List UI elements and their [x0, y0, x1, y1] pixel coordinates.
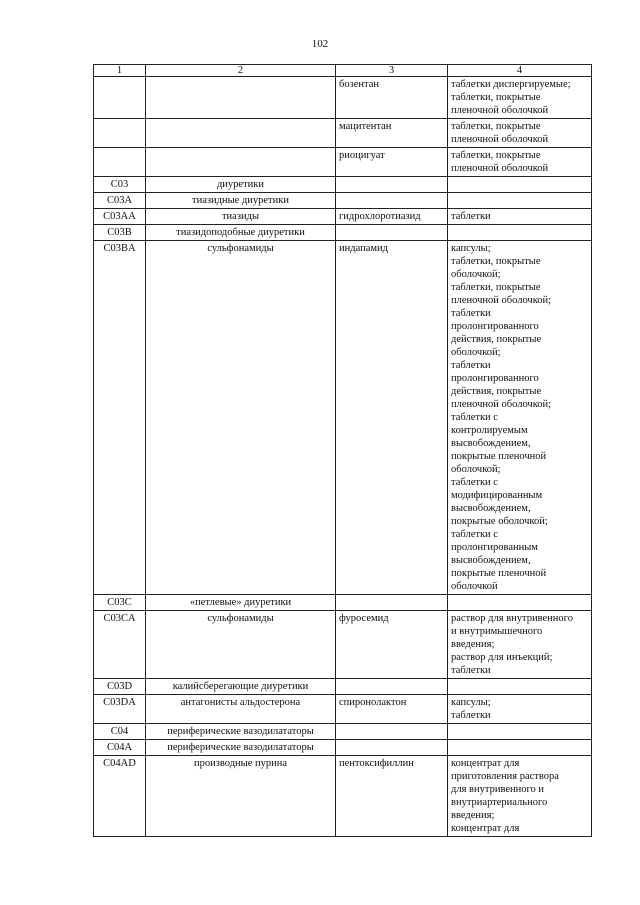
table-body	[94, 77, 592, 837]
dosage-form-line: высвобождением,	[451, 438, 531, 449]
dosage-form-line: пролонгированного	[451, 373, 539, 384]
dosage-form-line: покрытые пленочной	[451, 568, 547, 579]
dosage-form-line: контролируемым	[451, 425, 528, 436]
dosage-forms-cell	[448, 77, 592, 119]
table-row	[94, 148, 592, 177]
dosage-form-line: раствор для инъекций;	[451, 652, 553, 663]
drug-name-cell: риоцигуат	[336, 148, 448, 177]
table-row	[94, 724, 592, 740]
column-header: 3	[336, 65, 448, 77]
group-name-cell: антагонисты альдостерона	[146, 695, 336, 724]
drug-name-cell: гидрохлоротиазид	[336, 209, 448, 225]
dosage-form-line: покрытые оболочкой;	[451, 516, 548, 527]
dosage-forms-cell	[448, 756, 592, 837]
dosage-form-line: введения;	[451, 639, 495, 650]
dosage-forms-cell	[448, 595, 592, 611]
drug-name-cell	[336, 193, 448, 209]
atc-code-cell: C03C	[94, 595, 146, 611]
dosage-form-line: высвобождением,	[451, 503, 531, 514]
dosage-form-line: оболочкой;	[451, 269, 501, 280]
dosage-form-line: пролонгированным	[451, 542, 538, 553]
dosage-form-line: пленочной оболочкой;	[451, 399, 552, 410]
dosage-form-line: таблетки с	[451, 529, 498, 540]
group-name-cell: тиазиды	[146, 209, 336, 225]
atc-code-cell: C04	[94, 724, 146, 740]
dosage-form-line: действия, покрытые	[451, 334, 542, 345]
atc-code-cell: C04A	[94, 740, 146, 756]
dosage-form-line: раствор для внутривенного	[451, 613, 573, 624]
dosage-forms-cell	[448, 611, 592, 679]
dosage-form-line: таблетки, покрытые	[451, 256, 541, 267]
dosage-form-line: оболочкой;	[451, 464, 501, 475]
column-header: 2	[146, 65, 336, 77]
table-row	[94, 611, 592, 679]
group-name-cell: периферические вазодилататоры	[146, 740, 336, 756]
drug-name-cell	[336, 724, 448, 740]
dosage-form-line: концентрат для	[451, 823, 520, 834]
dosage-forms-cell	[448, 225, 592, 241]
dosage-forms-cell	[448, 695, 592, 724]
dosage-form-line: таблетки	[451, 211, 491, 222]
atc-code-cell	[94, 77, 146, 119]
dosage-form-line: таблетки	[451, 665, 491, 676]
group-name-cell: сульфонамиды	[146, 241, 336, 595]
dosage-form-line: покрытые пленочной	[451, 451, 547, 462]
atc-code-cell: C03	[94, 177, 146, 193]
dosage-forms-cell	[448, 119, 592, 148]
group-name-cell: тиазидные диуретики	[146, 193, 336, 209]
dosage-form-line: таблетки	[451, 308, 491, 319]
drug-name-cell: мацитентан	[336, 119, 448, 148]
atc-code-cell: C03AA	[94, 209, 146, 225]
drug-name-cell	[336, 679, 448, 695]
atc-code-cell: C03D	[94, 679, 146, 695]
drug-name-cell	[336, 595, 448, 611]
dosage-form-line: действия, покрытые	[451, 386, 542, 397]
dosage-forms-cell	[448, 193, 592, 209]
atc-code-cell: C03B	[94, 225, 146, 241]
group-name-cell	[146, 148, 336, 177]
drug-table	[93, 64, 592, 837]
dosage-form-line: модифицированным	[451, 490, 543, 501]
dosage-form-line: таблетки с	[451, 412, 498, 423]
dosage-form-line: таблетки, покрытые	[451, 121, 541, 132]
dosage-form-line: таблетки	[451, 710, 491, 721]
group-name-cell: «петлевые» диуретики	[146, 595, 336, 611]
atc-code-cell: C04AD	[94, 756, 146, 837]
dosage-forms-cell	[448, 724, 592, 740]
atc-code-cell: C03BA	[94, 241, 146, 595]
atc-code-cell	[94, 148, 146, 177]
dosage-form-line: введения;	[451, 810, 495, 821]
group-name-cell	[146, 77, 336, 119]
dosage-form-line: внутриартериального	[451, 797, 548, 808]
dosage-form-line: пленочной оболочкой;	[451, 295, 552, 306]
atc-code-cell	[94, 119, 146, 148]
dosage-form-line: капсулы;	[451, 243, 491, 254]
table-row	[94, 209, 592, 225]
dosage-form-line: концентрат для	[451, 758, 520, 769]
table-row	[94, 177, 592, 193]
dosage-form-line: таблетки, покрытые	[451, 150, 541, 161]
drug-name-cell: бозентан	[336, 77, 448, 119]
group-name-cell: тиазидоподобные диуретики	[146, 225, 336, 241]
group-name-cell: производные пурина	[146, 756, 336, 837]
drug-name-cell	[336, 225, 448, 241]
dosage-form-line: пленочной оболочкой	[451, 105, 549, 116]
column-header: 1	[94, 65, 146, 77]
table-row	[94, 756, 592, 837]
drug-name-cell: спиронолактон	[336, 695, 448, 724]
dosage-form-line: таблетки с	[451, 477, 498, 488]
dosage-form-line: таблетки	[451, 360, 491, 371]
drug-name-cell	[336, 177, 448, 193]
dosage-forms-cell	[448, 740, 592, 756]
dosage-form-line: таблетки диспергируемые;	[451, 79, 571, 90]
group-name-cell: сульфонамиды	[146, 611, 336, 679]
drug-name-cell: индапамид	[336, 241, 448, 595]
atc-code-cell: C03DA	[94, 695, 146, 724]
group-name-cell: периферические вазодилататоры	[146, 724, 336, 740]
group-name-cell	[146, 119, 336, 148]
dosage-form-line: таблетки, покрытые	[451, 92, 541, 103]
dosage-form-line: приготовления раствора	[451, 771, 559, 782]
dosage-forms-cell	[448, 679, 592, 695]
dosage-form-line: высвобождением,	[451, 555, 531, 566]
dosage-form-line: таблетки, покрытые	[451, 282, 541, 293]
table-row	[94, 740, 592, 756]
table-row	[94, 595, 592, 611]
table-header-row	[94, 65, 592, 77]
table-row	[94, 241, 592, 595]
drug-name-cell: пентоксифиллин	[336, 756, 448, 837]
dosage-forms-cell	[448, 177, 592, 193]
table-row	[94, 193, 592, 209]
table-row	[94, 679, 592, 695]
atc-code-cell: C03CA	[94, 611, 146, 679]
dosage-forms-cell	[448, 209, 592, 225]
table-row	[94, 119, 592, 148]
dosage-forms-cell	[448, 148, 592, 177]
table-row	[94, 695, 592, 724]
atc-code-cell: C03A	[94, 193, 146, 209]
table-row	[94, 77, 592, 119]
dosage-form-line: оболочкой	[451, 581, 498, 592]
group-name-cell: калийсберегающие диуретики	[146, 679, 336, 695]
dosage-form-line: пролонгированного	[451, 321, 539, 332]
column-header: 4	[448, 65, 592, 77]
group-name-cell: диуретики	[146, 177, 336, 193]
dosage-form-line: капсулы;	[451, 697, 491, 708]
dosage-form-line: оболочкой;	[451, 347, 501, 358]
drug-name-cell: фуросемид	[336, 611, 448, 679]
dosage-form-line: пленочной оболочкой	[451, 134, 549, 145]
dosage-forms-cell	[448, 241, 592, 595]
dosage-form-line: для внутривенного и	[451, 784, 545, 795]
dosage-form-line: пленочной оболочкой	[451, 163, 549, 174]
page-number: 102	[311, 38, 329, 50]
drug-name-cell	[336, 740, 448, 756]
dosage-form-line: и внутримышечного	[451, 626, 543, 637]
table-row	[94, 225, 592, 241]
